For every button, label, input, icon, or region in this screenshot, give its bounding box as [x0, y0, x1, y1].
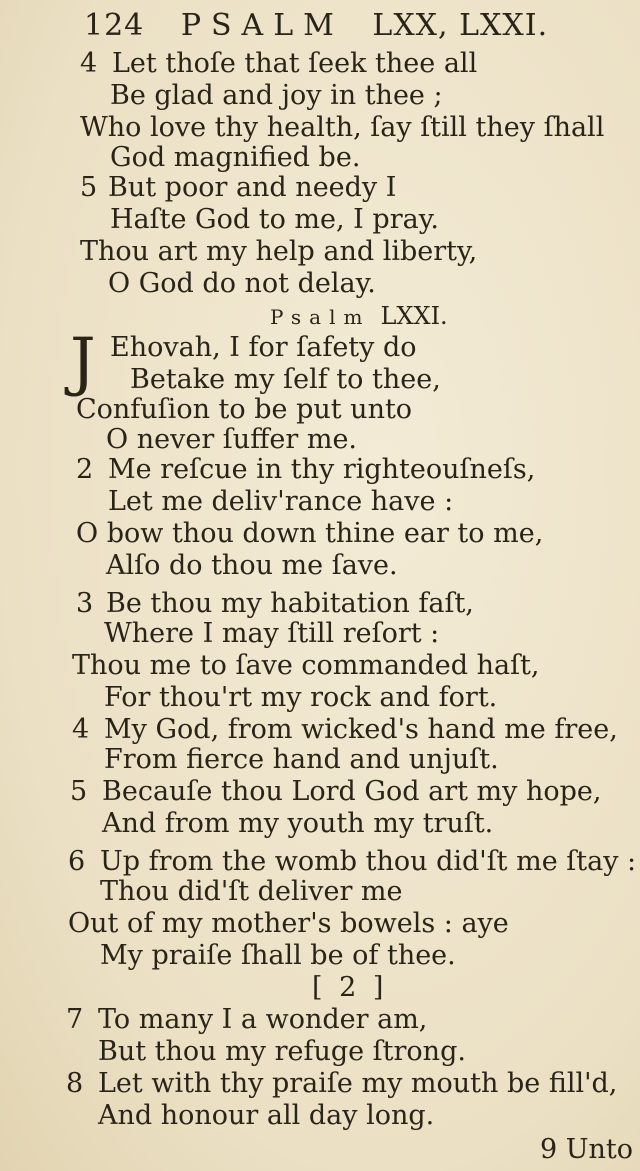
verse-line: From fierce hand and unjuſt. [104, 744, 499, 775]
verse-number: 3 [76, 588, 94, 619]
verse-line: Thou did'ſt deliver me [100, 876, 403, 907]
signature-mark: [ 2 ] [312, 972, 388, 1003]
verse-line: But thou my refuge ſtrong. [98, 1036, 466, 1067]
psalm-heading-word: Psalm [270, 305, 371, 329]
verse-line: And honour all day long. [98, 1100, 435, 1131]
verse-line: Out of my mother's bowels : aye [68, 908, 509, 939]
verse-line: Me reſcue in thy righteouſneſs, [108, 454, 536, 485]
verse-line: Thou me to ſave commanded haſt, [72, 650, 540, 681]
verse-line: To many I a wonder am, [98, 1004, 428, 1035]
verse-line: Haſte God to me, I pray. [110, 204, 439, 235]
verse-line: My praiſe ſhall be of thee. [100, 940, 456, 971]
verse-line: God magnified be. [110, 142, 361, 173]
verse-line: Up from the womb thou did'ſt me ſtay : [100, 846, 637, 877]
verse-number: 5 [70, 776, 88, 807]
psalm-heading [270, 302, 448, 330]
verse-number: 8 [66, 1068, 84, 1099]
verse-line: Becauſe thou Lord God art my hope, [102, 776, 602, 807]
verse-line: Alſo do thou me ſave. [106, 550, 398, 581]
verse-line: O never ſuffer me. [106, 424, 358, 455]
verse-number: 6 [68, 846, 86, 877]
header-psalms: LXX, LXXI. [372, 8, 549, 43]
header-title: PSALM [180, 8, 344, 43]
verse-line: Thou art my help and liberty, [80, 236, 478, 267]
verse-line: O God do not delay. [108, 268, 376, 299]
verse-line: Let thoſe that ſeek thee all [112, 48, 478, 79]
verse-line: O bow thou down thine ear to me, [76, 518, 544, 549]
verse-line: Let me deliv'rance have : [108, 486, 454, 517]
verse-line: Let with thy praiſe my mouth be fill'd, [98, 1068, 618, 1099]
verse-line: For thou'rt my rock and fort. [104, 682, 498, 713]
catchword: 9 Unto [540, 1134, 634, 1165]
verse-number: 7 [66, 1004, 84, 1035]
verse-line: And from my youth my truſt. [102, 808, 494, 839]
running-header [84, 8, 548, 43]
verse-line: Who love thy health, ſay ſtill they ſhall [80, 112, 605, 143]
verse-line: Betake my ſelf to thee, [130, 364, 441, 395]
verse-number: 2 [76, 454, 94, 485]
verse-line: My God, from wicked's hand me free, [104, 714, 618, 745]
verse-line: Confuſion to be put unto [76, 394, 413, 425]
page-number: 124 [84, 8, 145, 43]
psalm-heading-number: LXXI. [380, 302, 448, 330]
verse-line: But poor and needy I [108, 172, 397, 203]
drop-cap: J [70, 325, 96, 399]
verse-number: 4 [72, 714, 90, 745]
verse-number: 5 [80, 172, 98, 203]
verse-line: Be glad and joy in thee ; [110, 80, 443, 111]
verse-line: Ehovah, I for ſafety do [110, 332, 417, 363]
verse-line: Be thou my habitation faſt, [106, 588, 474, 619]
verse-line: Where I may ſtill reſort : [104, 618, 440, 649]
verse-number: 4 [80, 48, 98, 79]
